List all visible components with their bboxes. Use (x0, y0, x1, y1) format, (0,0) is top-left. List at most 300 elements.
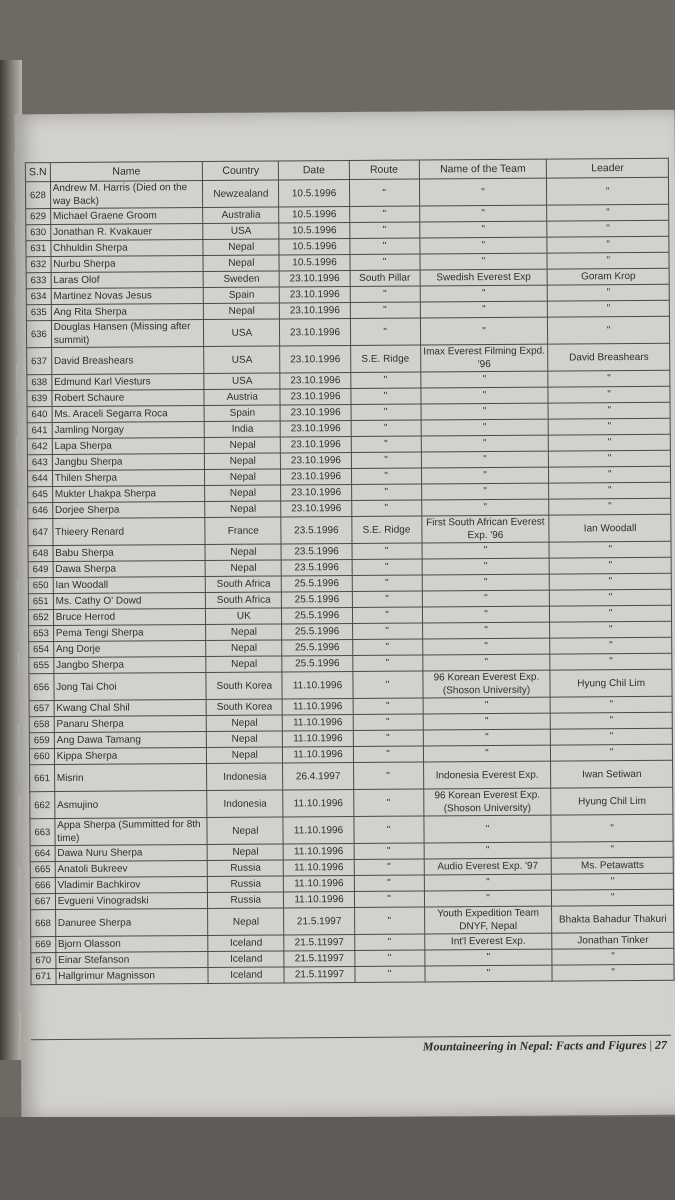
cell-date: 11.10.1996 (284, 843, 354, 859)
cell-country: Indonesia (207, 790, 283, 818)
cell-leader: " (548, 316, 670, 344)
cell-sn: 656 (29, 674, 54, 701)
cell-route: S.E. Ridge (351, 516, 421, 543)
cell-date: 23.10.1996 (281, 484, 351, 500)
cell-sn: 650 (28, 578, 53, 594)
cell-leader: " (549, 466, 671, 483)
cell-name: Robert Schaure (52, 389, 205, 406)
cell-leader: David Breashears (548, 343, 670, 371)
cell-country: Nepal (205, 453, 281, 470)
cell-sn: 665 (30, 862, 55, 878)
cell-name: Pema Tengi Sherpa (53, 624, 206, 641)
cell-route: " (353, 698, 423, 714)
cell-leader: Bhakta Bahadur Thakuri (552, 905, 674, 933)
cell-country: India (204, 421, 280, 438)
cell-name: Jangbo Sherpa (54, 656, 207, 673)
cell-date: 21.5.11997 (284, 934, 354, 950)
cell-country: USA (203, 223, 279, 240)
cell-team: " (420, 253, 548, 270)
header-leader: Leader (547, 158, 669, 178)
cell-date: 23.10.1996 (280, 302, 350, 318)
cell-name: Andrew M. Harris (Died on the way Back) (50, 181, 203, 209)
cell-sn: 646 (28, 503, 53, 519)
cell-name: Appa Sherpa (Summitted for 8th time) (55, 817, 208, 845)
cell-sn: 659 (29, 733, 54, 749)
cell-name: Edmund Karl Viesturs (52, 373, 205, 390)
cell-route: " (351, 436, 421, 452)
cell-country: USA (204, 373, 280, 390)
cell-name: Martinez Novas Jesus (51, 288, 204, 305)
cell-sn: 636 (26, 321, 51, 348)
cell-team: " (421, 387, 549, 404)
cell-date: 21.5.1997 (284, 907, 354, 934)
cell-leader: " (550, 637, 672, 654)
cell-team: " (422, 542, 550, 559)
cell-team: First South African Everest Exp. '96 (421, 515, 549, 543)
cell-date: 11.10.1996 (284, 859, 354, 875)
cell-country: Nepal (203, 255, 279, 272)
cell-route: " (354, 891, 424, 907)
cell-sn: 641 (27, 423, 52, 439)
cell-leader: " (548, 284, 670, 301)
cell-date: 23.10.1996 (280, 318, 350, 345)
cell-date: 10.5.1996 (279, 238, 349, 254)
cell-country: Nepal (208, 908, 284, 936)
cell-sn: 629 (26, 209, 51, 225)
cell-date: 25.5.1996 (282, 655, 352, 671)
cell-country: Nepal (207, 747, 283, 764)
cell-date: 23.10.1996 (281, 436, 351, 452)
cell-team: " (421, 403, 549, 420)
cell-name: Panaru Sherpa (54, 715, 207, 732)
cell-leader: " (551, 712, 673, 729)
cell-team: 96 Korean Everest Exp. (Shoson University) (423, 788, 551, 816)
cell-team: Audio Everest Exp. '97 (424, 858, 552, 875)
cell-route: " (350, 318, 420, 345)
header-name: Name (50, 162, 203, 182)
cell-leader: " (550, 573, 672, 590)
cell-sn: 630 (26, 225, 51, 241)
cell-date: 25.5.1996 (282, 607, 352, 623)
cell-country: Nepal (203, 239, 279, 256)
cell-country: Iceland (208, 951, 284, 968)
cell-leader: Ian Woodall (549, 514, 671, 542)
cell-sn: 657 (29, 701, 54, 717)
cell-sn: 669 (31, 937, 56, 953)
cell-date: 11.10.1996 (283, 730, 353, 746)
cell-name: Ian Woodall (53, 576, 206, 593)
cell-name: Ang Dorje (53, 640, 206, 657)
cell-sn: 668 (31, 910, 56, 937)
cell-name: Danuree Sherpa (55, 908, 208, 936)
cell-leader: " (547, 220, 669, 237)
cell-leader: " (550, 589, 672, 606)
summiteers-table-container (25, 158, 675, 985)
cell-team: " (424, 949, 552, 966)
cell-leader: " (547, 204, 669, 221)
cell-name: Ms. Cathy O' Dowd (53, 592, 206, 609)
cell-date: 10.5.1996 (279, 254, 349, 270)
cell-name: Kippa Sherpa (54, 747, 207, 764)
page-number: 27 (654, 1037, 668, 1052)
cell-sn: 654 (29, 642, 54, 658)
cell-name: Mukter Lhakpa Sherpa (52, 485, 205, 502)
cell-date: 10.5.1996 (279, 222, 349, 238)
cell-country: Iceland (208, 967, 284, 984)
cell-country: Nepal (205, 485, 281, 502)
cell-sn: 666 (30, 878, 55, 894)
cell-name: Laras Olof (51, 272, 204, 289)
cell-country: Nepal (206, 656, 282, 673)
cell-team: " (419, 237, 547, 254)
cell-country: Nepal (205, 501, 281, 518)
cell-name: Jangbu Sherpa (52, 453, 205, 470)
cell-sn: 637 (27, 348, 52, 375)
cell-date: 23.5.1996 (282, 559, 352, 575)
cell-route: " (353, 714, 423, 730)
cell-sn: 671 (31, 969, 56, 985)
cell-route: " (349, 206, 419, 222)
cell-name: Ang Rita Sherpa (51, 304, 204, 321)
cell-route: " (354, 934, 424, 950)
cell-date: 11.10.1996 (282, 671, 352, 698)
cell-country: Nepal (206, 640, 282, 657)
table-body (25, 177, 674, 984)
cell-team: " (425, 965, 553, 982)
cell-name: Michael Graene Groom (50, 208, 203, 225)
cell-name: Jamling Norgay (52, 421, 205, 438)
cell-leader: " (550, 605, 672, 622)
cell-team: " (424, 842, 552, 859)
cell-route: " (354, 859, 424, 875)
cell-route: " (353, 730, 423, 746)
cell-route: " (351, 484, 421, 500)
cell-country: Spain (203, 287, 279, 304)
cell-country: Nepal (205, 544, 281, 561)
cell-name: Evgueni Vinogradski (55, 892, 208, 909)
cell-date: 23.10.1996 (280, 388, 350, 404)
cell-team: " (421, 419, 549, 436)
cell-name: Bjorn Olasson (55, 935, 208, 952)
cell-team: " (420, 371, 548, 388)
cell-date: 23.10.1996 (280, 270, 350, 286)
cell-route: " (353, 816, 423, 843)
cell-date: 23.5.1996 (281, 516, 351, 543)
cell-name: Dorjee Sherpa (52, 501, 205, 518)
header-sn: S.N (25, 163, 50, 182)
cell-date: 23.10.1996 (280, 372, 350, 388)
cell-date: 10.5.1996 (279, 206, 349, 222)
cell-sn: 632 (26, 257, 51, 273)
cell-leader: " (549, 450, 671, 467)
cell-country: South Africa (206, 592, 282, 609)
cell-route: South Pillar (350, 270, 420, 286)
cell-date: 23.10.1996 (281, 468, 351, 484)
cell-country: Nepal (204, 437, 280, 454)
cell-route: " (354, 966, 424, 982)
header-route: Route (349, 160, 419, 179)
cell-country: Newzealand (203, 180, 279, 208)
cell-team: " (422, 590, 550, 607)
cell-team: " (424, 815, 552, 843)
cell-leader: " (549, 418, 671, 435)
cell-date: 11.10.1996 (284, 891, 354, 907)
cell-route: " (352, 591, 422, 607)
cell-route: " (354, 875, 424, 891)
cell-route: " (353, 746, 423, 762)
cell-leader: " (551, 841, 673, 858)
cell-route: " (350, 302, 420, 318)
cell-team: " (424, 890, 552, 907)
cell-route: " (353, 762, 423, 789)
cell-name: Thilen Sherpa (52, 469, 205, 486)
cell-team: " (424, 874, 552, 891)
cell-team: " (422, 558, 550, 575)
cell-name: Dawa Nuru Sherpa (55, 844, 208, 861)
cell-sn: 658 (29, 717, 54, 733)
cell-route: " (350, 254, 420, 270)
cell-leader: " (549, 557, 671, 574)
cell-route: " (350, 286, 420, 302)
cell-country: South Korea (206, 672, 282, 700)
cell-route: " (349, 222, 419, 238)
cell-sn: 640 (27, 407, 52, 423)
cell-team: " (422, 606, 550, 623)
cell-team: " (421, 451, 549, 468)
header-country: Country (203, 161, 279, 181)
cell-sn: 651 (28, 594, 53, 610)
cell-leader: " (550, 653, 672, 670)
cell-date: 23.10.1996 (281, 500, 351, 516)
cell-sn: 644 (27, 471, 52, 487)
cell-route: " (350, 388, 420, 404)
cell-route: " (351, 404, 421, 420)
cell-country: Nepal (206, 624, 282, 641)
cell-leader: Ms. Petawatts (552, 857, 674, 874)
cell-team: " (420, 301, 548, 318)
cell-leader: " (547, 252, 669, 269)
cell-route: " (351, 500, 421, 516)
cell-sn: 661 (30, 765, 55, 792)
cell-team: Imax Everest Filming Expd. '96 (420, 344, 548, 372)
cell-leader: " (552, 948, 674, 965)
cell-date: 25.5.1996 (282, 623, 352, 639)
cell-country: Nepal (207, 817, 283, 845)
cell-leader: " (547, 177, 669, 205)
cell-sn: 660 (29, 749, 54, 765)
cell-sn: 652 (28, 610, 53, 626)
cell-date: 25.5.1996 (282, 591, 352, 607)
cell-team: " (422, 574, 550, 591)
cell-team: " (421, 435, 549, 452)
cell-name: Asmujino (54, 790, 207, 818)
cell-route: " (352, 639, 422, 655)
cell-route: " (350, 372, 420, 388)
cell-leader: " (551, 744, 673, 761)
cell-date: 23.5.1996 (281, 543, 351, 559)
cell-team: " (423, 729, 551, 746)
cell-route: " (351, 468, 421, 484)
cell-date: 25.5.1996 (282, 575, 352, 591)
cell-leader: " (552, 964, 674, 981)
cell-date: 11.10.1996 (283, 746, 353, 762)
cell-sn: 643 (27, 455, 52, 471)
cell-team: " (420, 317, 548, 345)
cell-name: Ms. Araceli Segarra Roca (52, 405, 205, 422)
cell-route: " (351, 452, 421, 468)
cell-route: " (352, 559, 422, 575)
cell-team: " (422, 638, 550, 655)
cell-sn: 631 (26, 241, 51, 257)
cell-team: " (423, 713, 551, 730)
cell-date: 11.10.1996 (284, 875, 354, 891)
cell-country: Nepal (207, 731, 283, 748)
cell-sn: 633 (26, 273, 51, 289)
book-page (14, 110, 675, 1120)
cell-date: 11.10.1996 (283, 789, 353, 816)
header-team: Name of the Team (419, 159, 547, 179)
book-title: Mountaineering in Nepal: Facts and Figures (422, 1037, 647, 1054)
cell-country: Austria (204, 389, 280, 406)
cell-date: 11.10.1996 (283, 816, 353, 843)
cell-name: David Breashears (51, 346, 204, 374)
cell-leader: " (549, 482, 671, 499)
cell-date: 26.4.1997 (283, 762, 353, 789)
cell-leader: Goram Krop (547, 268, 669, 285)
cell-name: Einar Stefanson (56, 951, 209, 968)
cell-sn: 655 (29, 658, 54, 674)
cell-sn: 662 (30, 792, 55, 819)
table-surface (0, 1117, 675, 1200)
cell-country: Indonesia (207, 763, 283, 791)
cell-date: 23.10.1996 (280, 345, 350, 372)
cell-sn: 663 (30, 819, 55, 846)
cell-name: Jonathan R. Kvakauer (50, 224, 203, 241)
cell-name: Hallgrimur Magnisson (56, 967, 209, 984)
cell-team: Indonesia Everest Exp. (423, 761, 551, 789)
cell-name: Jong Tai Choi (54, 672, 207, 700)
cell-team: " (420, 285, 548, 302)
summiteers-table (25, 158, 675, 985)
cell-team: " (421, 499, 549, 516)
cell-country: Nepal (206, 715, 282, 732)
cell-route: " (353, 789, 423, 816)
cell-leader: " (548, 300, 670, 317)
footer-separator: | (649, 1037, 653, 1052)
cell-leader: " (550, 621, 672, 638)
cell-country: Nepal (205, 469, 281, 486)
cell-route: " (352, 575, 422, 591)
cell-sn: 642 (27, 439, 52, 455)
cell-date: 11.10.1996 (283, 714, 353, 730)
cell-sn: 653 (29, 626, 54, 642)
cell-country: Iceland (208, 935, 284, 952)
cell-country: Russia (207, 860, 283, 877)
cell-country: Sweden (203, 271, 279, 288)
cell-country: Nepal (207, 844, 283, 861)
cell-name: Anatoli Bukreev (55, 860, 208, 877)
cell-name: Misrin (54, 763, 207, 791)
cell-name: Bruce Herrod (53, 608, 206, 625)
cell-team: " (419, 178, 547, 206)
cell-route: " (352, 623, 422, 639)
cell-leader: " (552, 873, 674, 890)
cell-country: Nepal (205, 560, 281, 577)
cell-team: " (419, 205, 547, 222)
cell-date: 25.5.1996 (282, 639, 352, 655)
cell-name: Kwang Chal Shil (54, 699, 207, 716)
cell-leader: " (549, 434, 671, 451)
cell-sn: 635 (26, 305, 51, 321)
cell-sn: 647 (28, 519, 53, 546)
cell-date: 23.10.1996 (280, 286, 350, 302)
cell-team: " (422, 622, 550, 639)
cell-team: " (423, 745, 551, 762)
cell-leader: Iwan Setiwan (551, 760, 673, 788)
cell-route: " (354, 950, 424, 966)
cell-route: " (354, 907, 424, 934)
cell-country: Nepal (204, 303, 280, 320)
cell-sn: 639 (27, 391, 52, 407)
cell-country: South Africa (205, 576, 281, 593)
cell-name: Douglas Hansen (Missing after summit) (51, 320, 204, 348)
cell-name: Chhuldin Sherpa (51, 240, 204, 257)
cell-leader: " (549, 498, 671, 515)
cell-sn: 648 (28, 546, 53, 562)
cell-country: Russia (208, 892, 284, 909)
cell-name: Nurbu Sherpa (51, 256, 204, 273)
cell-team: Int'l Everest Exp. (424, 933, 552, 950)
cell-name: Vladimir Bachkirov (55, 876, 208, 893)
cell-sn: 667 (30, 894, 55, 910)
cell-sn: 645 (28, 487, 53, 503)
cell-leader: " (547, 236, 669, 253)
cell-country: Spain (204, 405, 280, 422)
cell-date: 11.10.1996 (283, 698, 353, 714)
cell-name: Babu Sherpa (53, 544, 206, 561)
cell-team: " (419, 221, 547, 238)
cell-route: " (349, 238, 419, 254)
cell-country: USA (204, 319, 280, 347)
cell-team: " (421, 467, 549, 484)
cell-sn: 634 (26, 289, 51, 305)
cell-sn: 638 (27, 375, 52, 391)
cell-leader: " (548, 402, 670, 419)
cell-country: UK (206, 608, 282, 625)
cell-leader: " (551, 814, 673, 842)
cell-leader: " (550, 696, 672, 713)
cell-sn: 670 (31, 953, 56, 969)
cell-sn: 628 (25, 182, 50, 209)
cell-leader: " (548, 370, 670, 387)
cell-route: " (352, 671, 422, 698)
cell-name: Lapa Sherpa (52, 437, 205, 454)
cell-leader: Hyung Chil Lim (550, 669, 672, 697)
cell-country: Russia (208, 876, 284, 893)
cell-date: 21.5.11997 (284, 966, 354, 982)
cell-team: Youth Expedition Team DNYF, Nepal (424, 906, 552, 934)
cell-leader: " (551, 728, 673, 745)
cell-route: " (349, 179, 419, 206)
cell-leader: Jonathan Tinker (552, 932, 674, 949)
cell-country: France (205, 517, 281, 545)
cell-team: " (422, 654, 550, 671)
cell-date: 23.10.1996 (281, 420, 351, 436)
cell-route: " (352, 655, 422, 671)
cell-team: " (423, 697, 551, 714)
cell-country: South Korea (206, 699, 282, 716)
cell-route: " (351, 420, 421, 436)
